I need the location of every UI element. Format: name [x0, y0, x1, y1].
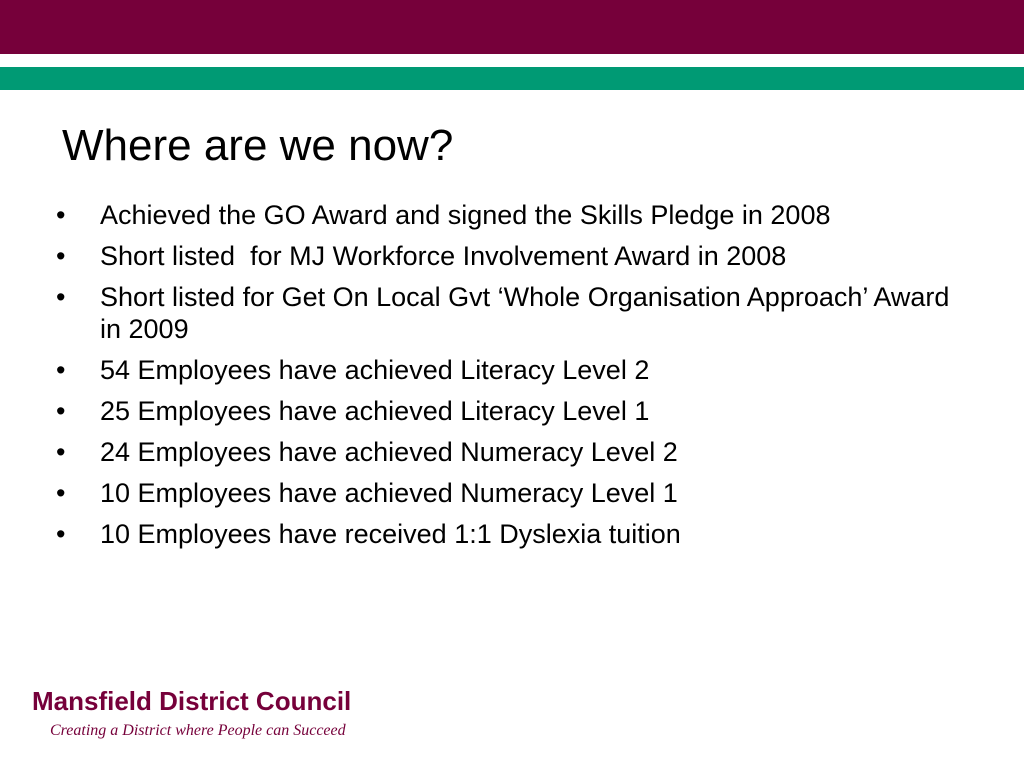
bullet-text: 10 Employees have received 1:1 Dyslexia tuition	[100, 519, 681, 549]
bullet-icon: •	[56, 437, 66, 467]
list-item	[56, 240, 956, 272]
bullet-text: Short listed for MJ Workforce Involvement Award in 2008	[100, 241, 787, 271]
bullet-icon: •	[56, 200, 66, 230]
bullet-icon: •	[56, 478, 66, 508]
header-band-maroon	[0, 0, 1024, 54]
bullet-text: 24 Employees have achieved Numeracy Level 2	[100, 437, 678, 467]
bullet-text: Short listed for Get On Local Gvt ‘Whole Organisation Approach’ Award in 2009	[100, 282, 950, 344]
list-item	[56, 395, 956, 427]
bullet-icon: •	[56, 241, 66, 271]
bullet-icon: •	[56, 355, 66, 385]
footer-organisation-name: Mansfield District Council	[32, 686, 352, 716]
bullet-icon: •	[56, 519, 66, 549]
footer-tagline: Creating a District where People can Succeed	[50, 722, 346, 739]
bullet-text: Achieved the GO Award and signed the Skills Pledge in 2008	[100, 200, 831, 230]
bullet-text: 10 Employees have achieved Numeracy Level 1	[100, 478, 678, 508]
list-item	[56, 354, 956, 386]
bullet-text: 25 Employees have achieved Literacy Level 1	[100, 396, 650, 426]
list-item	[56, 436, 956, 468]
header-band-green	[0, 67, 1024, 90]
list-item	[56, 477, 956, 509]
bullet-icon: •	[56, 282, 66, 312]
bullet-list	[56, 199, 956, 559]
list-item	[56, 281, 956, 345]
bullet-icon: •	[56, 396, 66, 426]
list-item	[56, 518, 956, 550]
slide-title: Where are we now?	[62, 121, 454, 170]
list-item	[56, 199, 956, 231]
bullet-text: 54 Employees have achieved Literacy Level 2	[100, 355, 650, 385]
